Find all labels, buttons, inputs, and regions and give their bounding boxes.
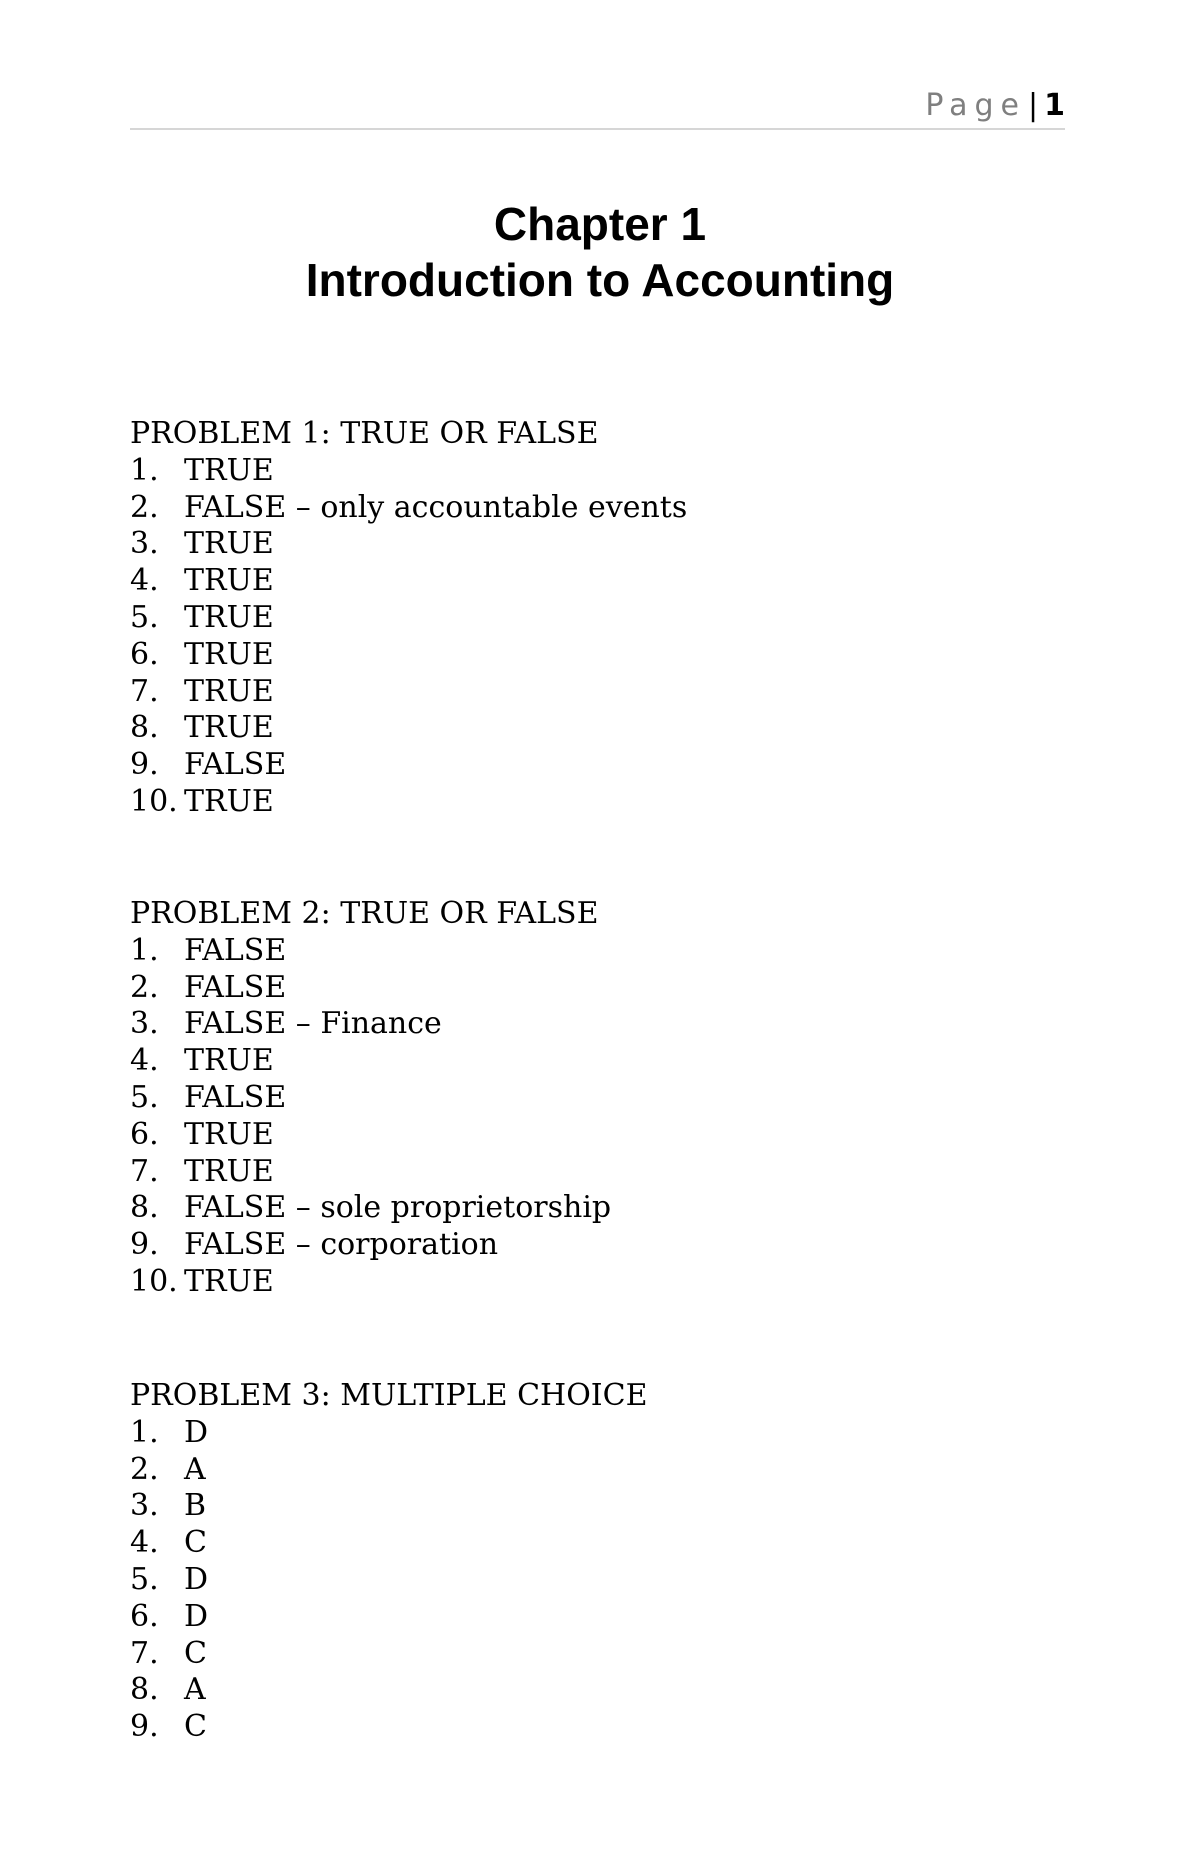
answer-text: FALSE – Finance — [184, 1006, 442, 1042]
answer-number: 2. — [130, 1451, 159, 1487]
answer-row — [130, 1488, 648, 1525]
answer-number: 6. — [130, 636, 159, 672]
section-heading: PROBLEM 2: TRUE OR FALSE — [130, 896, 599, 931]
answer-row — [130, 1709, 648, 1746]
answer-text: D — [184, 1598, 209, 1634]
answer-text: FALSE — [184, 1079, 287, 1115]
answer-number: 9. — [130, 1709, 159, 1745]
answer-text: FALSE — [184, 969, 287, 1005]
answer-number: 10. — [130, 783, 178, 819]
answer-text: FALSE – only accountable events — [184, 489, 688, 525]
answer-text: D — [184, 1414, 209, 1450]
answer-number: 4. — [130, 563, 159, 599]
answer-row — [130, 526, 687, 563]
answer-row — [130, 674, 687, 711]
answer-number: 10. — [130, 1263, 178, 1299]
answer-number: 3. — [130, 526, 159, 562]
answer-row — [130, 933, 611, 970]
page-number: 1 — [1044, 88, 1065, 123]
problem-section — [130, 896, 611, 1301]
answer-row — [130, 1452, 648, 1489]
answer-row — [130, 453, 687, 490]
answer-text: D — [184, 1561, 209, 1597]
answer-text: B — [184, 1488, 207, 1524]
answer-row — [130, 1562, 648, 1599]
answer-number: 9. — [130, 747, 159, 783]
answer-row — [130, 637, 687, 674]
answer-number: 8. — [130, 1672, 159, 1708]
answer-row — [130, 1227, 611, 1264]
answer-row — [130, 1636, 648, 1673]
answer-number: 1. — [130, 452, 159, 488]
section-heading: PROBLEM 3: MULTIPLE CHOICE — [130, 1378, 648, 1413]
answer-row — [130, 1080, 611, 1117]
answer-text: TRUE — [184, 1153, 274, 1189]
section-heading: PROBLEM 1: TRUE OR FALSE — [130, 416, 599, 451]
answer-row — [130, 1525, 648, 1562]
chapter-number: Chapter 1 — [493, 198, 707, 250]
answer-row — [130, 970, 611, 1007]
answer-text: C — [184, 1635, 207, 1671]
answer-list — [130, 933, 611, 1301]
answer-list — [130, 453, 687, 821]
answer-row — [130, 490, 687, 527]
answer-number: 1. — [130, 932, 159, 968]
answer-row — [130, 710, 687, 747]
answer-number: 2. — [130, 489, 159, 525]
chapter-name: Introduction to Accounting — [305, 254, 895, 306]
answer-row — [130, 1117, 611, 1154]
answer-number: 5. — [130, 1079, 159, 1115]
answer-row — [130, 747, 687, 784]
answer-text: FALSE – sole proprietorship — [184, 1190, 612, 1226]
answer-number: 9. — [130, 1227, 159, 1263]
answer-number: 7. — [130, 673, 159, 709]
answer-text: TRUE — [184, 563, 274, 599]
answer-number: 8. — [130, 710, 159, 746]
answer-row — [130, 563, 687, 600]
answer-number: 7. — [130, 1153, 159, 1189]
answer-number: 6. — [130, 1598, 159, 1634]
answer-text: C — [184, 1525, 207, 1561]
answer-number: 3. — [130, 1006, 159, 1042]
answer-row — [130, 784, 687, 821]
answer-text: TRUE — [184, 710, 274, 746]
answer-text: FALSE — [184, 932, 287, 968]
answer-row — [130, 600, 687, 637]
page-word: Page — [925, 88, 1027, 123]
answer-list — [130, 1415, 648, 1746]
answer-text: TRUE — [184, 783, 274, 819]
answer-text: FALSE — [184, 747, 287, 783]
page-number-label — [925, 88, 1065, 124]
answer-text: TRUE — [184, 1043, 274, 1079]
page-header — [130, 88, 1065, 130]
answer-number: 1. — [130, 1414, 159, 1450]
answer-row — [130, 1190, 611, 1227]
answer-text: TRUE — [184, 599, 274, 635]
answer-number: 7. — [130, 1635, 159, 1671]
answer-row — [130, 1599, 648, 1636]
answer-number: 6. — [130, 1116, 159, 1152]
answer-row — [130, 1415, 648, 1452]
answer-text: C — [184, 1709, 207, 1745]
answer-row — [130, 1672, 648, 1709]
answer-row — [130, 1154, 611, 1191]
answer-number: 5. — [130, 599, 159, 635]
answer-text: TRUE — [184, 526, 274, 562]
answer-number: 4. — [130, 1525, 159, 1561]
answer-text: TRUE — [184, 636, 274, 672]
answer-text: FALSE – corporation — [184, 1227, 499, 1263]
answer-text: A — [184, 1451, 206, 1487]
problem-section — [130, 416, 687, 821]
answer-text: TRUE — [184, 673, 274, 709]
page-separator: | — [1028, 88, 1039, 123]
answer-text: TRUE — [184, 452, 274, 488]
answer-row — [130, 1264, 611, 1301]
answer-text: A — [184, 1672, 206, 1708]
answer-text: TRUE — [184, 1116, 274, 1152]
chapter-title — [0, 196, 1200, 308]
problem-section — [130, 1378, 648, 1746]
answer-row — [130, 1006, 611, 1043]
answer-row — [130, 1043, 611, 1080]
answer-number: 5. — [130, 1561, 159, 1597]
answer-number: 2. — [130, 969, 159, 1005]
answer-number: 3. — [130, 1488, 159, 1524]
answer-number: 8. — [130, 1190, 159, 1226]
answer-text: TRUE — [184, 1263, 274, 1299]
answer-number: 4. — [130, 1043, 159, 1079]
